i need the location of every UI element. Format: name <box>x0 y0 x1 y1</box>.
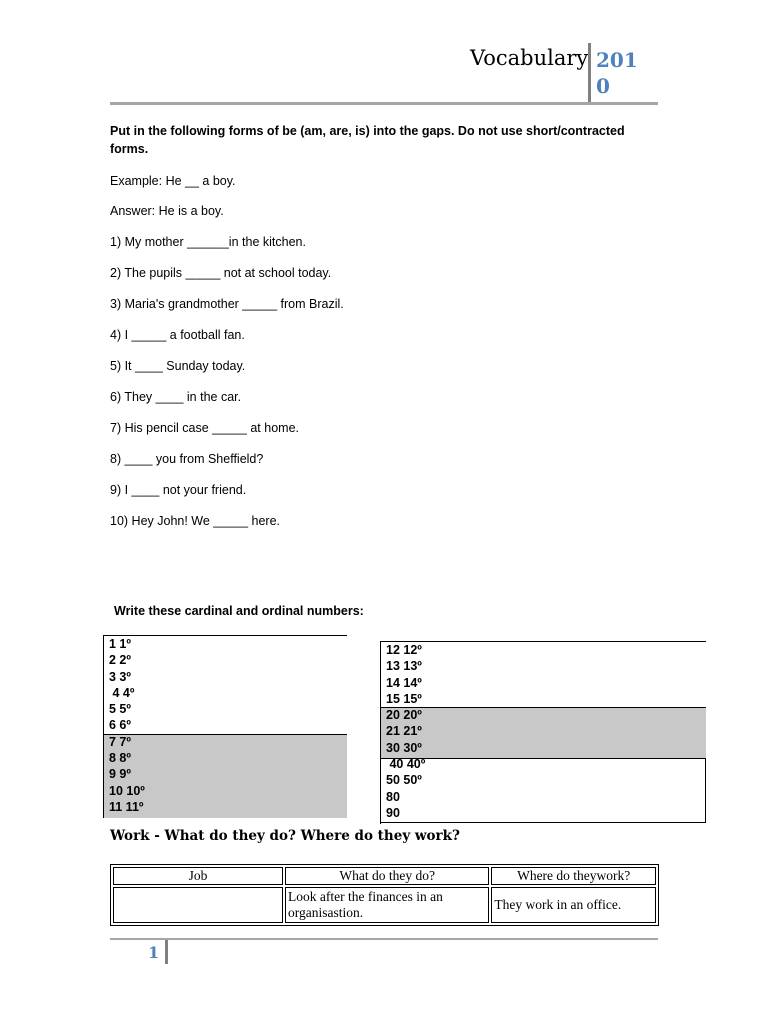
answer-line: Answer: He is a boy. <box>110 204 224 218</box>
document-title: Vocabulary <box>470 46 589 70</box>
number-row: 1 1º <box>109 637 131 651</box>
number-row: 14 14º <box>386 675 422 690</box>
number-row: 50 50º <box>386 773 422 788</box>
number-row: 8 8º <box>109 751 131 766</box>
cell-what: Look after the finances in an organisastion. <box>285 887 489 923</box>
number-row: 5 5º <box>109 702 131 717</box>
exercise-item-1: 1) My mother ______in the kitchen. <box>110 235 306 249</box>
numbers-table-right <box>380 642 706 821</box>
number-row: 15 15º <box>386 691 422 706</box>
exercise-instruction: Put in the following forms of be (am, are, is) into the gaps. Do not use short/contracted forms. <box>110 124 625 156</box>
header-year: 2010 <box>596 48 638 98</box>
number-row: 21 21º <box>386 724 422 739</box>
exercise-item-2: 2) The pupils _____ not at school today. <box>110 266 332 280</box>
exercise-item-6: 6) They ____ in the car. <box>110 390 242 404</box>
exercise-item-7: 7) His pencil case _____ at home. <box>110 421 299 435</box>
number-row: 4 4º <box>109 685 135 700</box>
exercise-item-9: 9) I ____ not your friend. <box>110 483 247 497</box>
work-table-header-row <box>113 867 656 885</box>
exercise-item-8: 8) ____ you from Sheffield? <box>110 452 264 466</box>
number-row: 13 13º <box>386 659 422 674</box>
numbers-table-left <box>103 636 347 815</box>
number-row: 2 2º <box>109 653 131 668</box>
numbers-section-title: Write these cardinal and ordinal numbers: <box>114 604 364 618</box>
number-row: 11 11º <box>109 799 144 814</box>
cell-job <box>113 887 283 923</box>
number-row: 7 7º <box>109 734 131 749</box>
footer-rule <box>110 938 658 940</box>
header-rule <box>110 102 658 105</box>
number-row: 40 40º <box>386 757 426 772</box>
number-row: 3 3º <box>109 669 131 684</box>
number-row: 20 20º <box>386 708 422 723</box>
number-row: 10 10º <box>109 783 145 798</box>
example-line: Example: He __ a boy. <box>110 174 236 188</box>
footer-divider <box>165 940 168 964</box>
exercise-item-10: 10) Hey John! We _____ here. <box>110 514 281 528</box>
number-row: 90 <box>386 805 400 820</box>
exercise-item-5: 5) It ____ Sunday today. <box>110 359 246 373</box>
number-row: 30 30º <box>386 740 422 755</box>
header-where: Where do theywork? <box>491 867 656 885</box>
number-row: 12 12º <box>386 643 422 657</box>
work-section-title: Work - What do they do? Where do they work? <box>110 828 460 844</box>
exercise-item-3: 3) Maria's grandmother _____ from Brazil. <box>110 297 344 311</box>
work-table <box>110 864 659 926</box>
number-row: 9 9º <box>109 767 131 782</box>
header-job: Job <box>113 867 283 885</box>
number-row: 6 6º <box>109 718 131 733</box>
exercise-item-4: 4) I _____ a football fan. <box>110 328 245 342</box>
header-what: What do they do? <box>285 867 489 885</box>
cell-where: They work in an office. <box>491 887 656 923</box>
page-number: 1 <box>148 943 160 962</box>
header-divider <box>588 43 591 103</box>
number-row: 80 <box>386 789 400 804</box>
table-row <box>113 887 656 923</box>
